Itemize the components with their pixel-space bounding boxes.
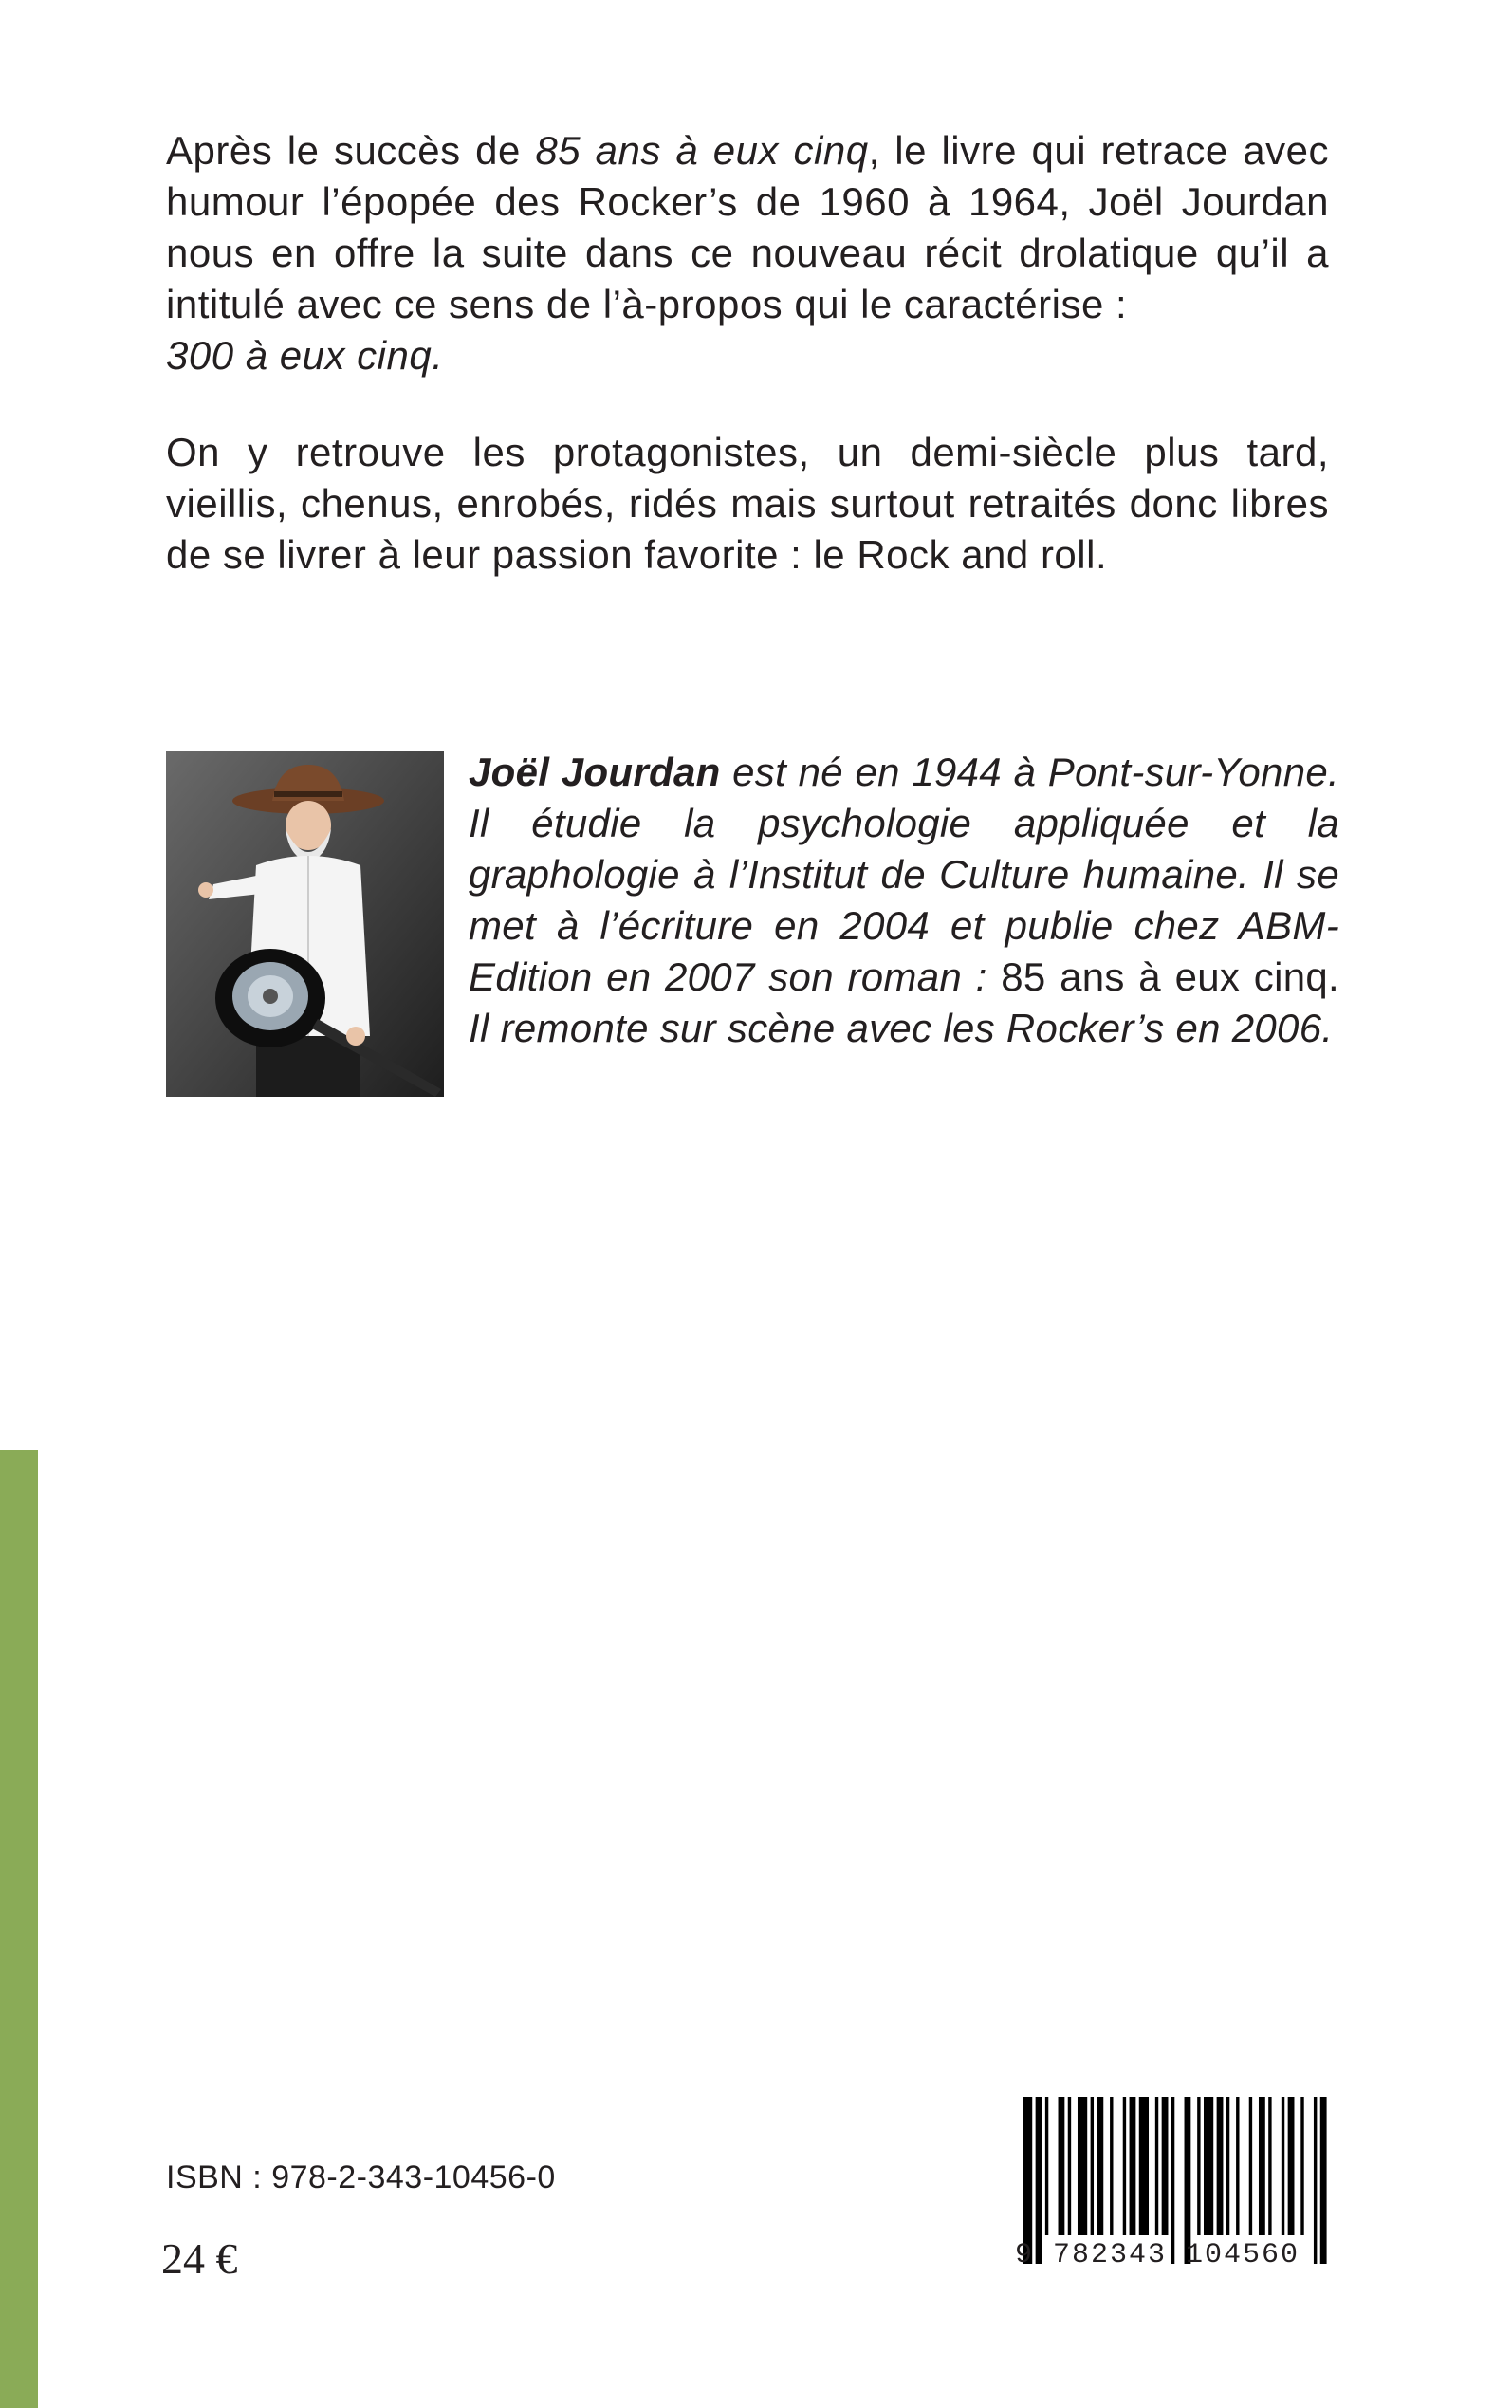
author-photo-illustration	[166, 751, 444, 1097]
barcode-bar	[1068, 2097, 1071, 2235]
blurb-paragraph-1	[166, 125, 1329, 381]
isbn-label: ISBN : 978-2-343-10456-0	[166, 2159, 556, 2195]
bio-text: est né en 1944 à Pont-sur-Yonne. Il étudie la psychologie appliquée et la graphologie à l’Institut de Culture humaine. Il se met à l’écriture en 2004 et publie chez ABM-Edition en 2007 son roman :	[469, 750, 1339, 999]
barcode-bar	[1059, 2097, 1065, 2235]
barcode-bar	[1162, 2097, 1169, 2235]
barcode-bar	[1155, 2097, 1158, 2235]
book-title-current: 300 à eux cinq.	[166, 333, 444, 378]
barcode-bar	[1226, 2097, 1229, 2235]
blurb-paragraph-2: On y retrouve les protagonistes, un demi-siècle plus tard, vieillis, chenus, enrobés, ridés mais surtout retraités donc libres de se livrer à leur passion favorite : le Rock and roll.	[166, 430, 1329, 577]
barcode-bar	[1078, 2097, 1087, 2235]
barcode-bar	[1259, 2097, 1265, 2235]
barcode-bar	[1217, 2097, 1224, 2235]
barcode-bar	[1204, 2097, 1213, 2235]
barcode-bar	[1091, 2097, 1094, 2235]
book-title-previous: 85 ans à eux cinq	[535, 128, 869, 173]
barcode-bar	[1249, 2097, 1252, 2235]
barcode-bar	[1268, 2097, 1271, 2235]
barcode-bar	[1130, 2097, 1136, 2235]
barcode-bar	[1236, 2097, 1239, 2235]
barcode-bar	[1197, 2097, 1200, 2235]
barcode-bar	[1123, 2097, 1126, 2235]
novel-title: 85 ans à eux cinq.	[1001, 954, 1339, 999]
author-photo	[166, 751, 444, 1097]
back-cover-blurb	[166, 125, 1329, 581]
blurb-text: Après le succès de	[166, 128, 536, 173]
author-bio	[469, 747, 1339, 1054]
barcode-bar	[1288, 2097, 1295, 2235]
barcode-bar	[1139, 2097, 1149, 2235]
barcode-bar	[1110, 2097, 1113, 2235]
barcode-digits: 9 782343 104560	[1015, 2239, 1300, 2271]
author-name: Joël Jourdan	[469, 750, 721, 794]
bio-text: Il remonte sur scène avec les Rocker’s en 2006.	[469, 1006, 1334, 1050]
barcode-bar	[1097, 2097, 1103, 2235]
price-label: 24 €	[161, 2234, 238, 2283]
barcode-bar	[1282, 2097, 1284, 2235]
blurb-text: , le livre qui retrace avec humour l’épopée des Rocker’s de 1960 à 1964, Joël Jourdan nous en offre la suite dans ce nouveau récit drolatique qu’il a intitulé avec ce sens de l’à-propos qui le caractérise :	[166, 128, 1330, 326]
barcode-bar	[1045, 2097, 1048, 2235]
green-spine-strip	[0, 1450, 38, 2408]
barcode-bar	[1300, 2097, 1303, 2235]
